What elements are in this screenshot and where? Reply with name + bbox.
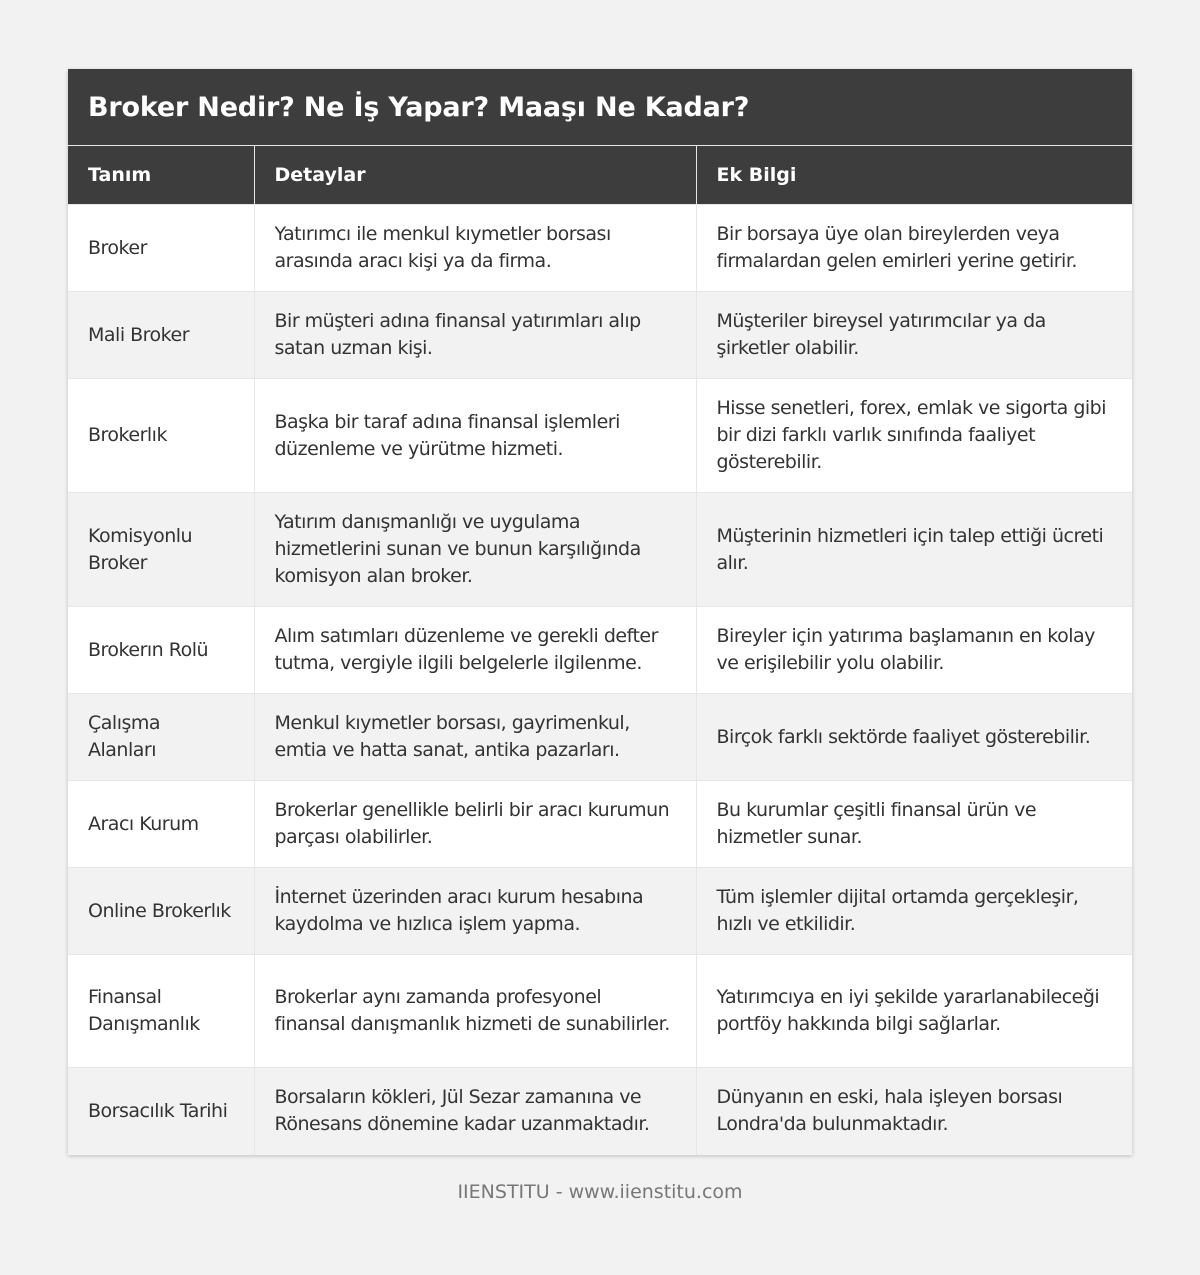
cell-ek-bilgi: Bu kurumlar çeşitli finansal ürün ve hizmetler sunar. [696, 781, 1132, 868]
cell-ek-bilgi: Dünyanın en eski, hala işleyen borsası Londra'da bulunmaktadır. [696, 1068, 1132, 1155]
cell-tanim: Mali Broker [68, 292, 254, 379]
page-title: Broker Nedir? Ne İş Yapar? Maaşı Ne Kadar? [88, 91, 750, 123]
cell-ek-bilgi: Müşteriler bireysel yatırımcılar ya da şirketler olabilir. [696, 292, 1132, 379]
cell-ek-bilgi: Birçok farklı sektörde faaliyet gösterebilir. [696, 694, 1132, 781]
cell-ek-bilgi: Bir borsaya üye olan bireylerden veya firmalardan gelen emirleri yerine getirir. [696, 205, 1132, 292]
table-row [68, 1068, 1132, 1155]
cell-tanim: Aracı Kurum [68, 781, 254, 868]
table-card [68, 69, 1132, 1155]
cell-tanim: Brokerlık [68, 379, 254, 493]
cell-tanim: Brokerın Rolü [68, 607, 254, 694]
table-row [68, 868, 1132, 955]
cell-tanim: Borsacılık Tarihi [68, 1068, 254, 1155]
cell-tanim: Online Brokerlık [68, 868, 254, 955]
column-header-tanim: Tanım [68, 146, 254, 205]
cell-ek-bilgi: Bireyler için yatırıma başlamanın en kolay ve erişilebilir yolu olabilir. [696, 607, 1132, 694]
footer-credit: IIENSTITU - www.iienstitu.com [457, 1181, 743, 1203]
cell-tanim: Komisyonlu Broker [68, 493, 254, 607]
table-row [68, 205, 1132, 292]
cell-detaylar: Alım satımları düzenleme ve gerekli defter tutma, vergiyle ilgili belgelerle ilgilenme. [254, 607, 696, 694]
cell-detaylar: Brokerlar aynı zamanda profesyonel finansal danışmanlık hizmeti de sunabilirler. [254, 955, 696, 1068]
cell-tanim: Broker [68, 205, 254, 292]
cell-detaylar: Bir müşteri adına finansal yatırımları alıp satan uzman kişi. [254, 292, 696, 379]
cell-detaylar: Yatırım danışmanlığı ve uygulama hizmetlerini sunan ve bunun karşılığında komisyon alan broker. [254, 493, 696, 607]
cell-ek-bilgi: Müşterinin hizmetleri için talep ettiği ücreti alır. [696, 493, 1132, 607]
table-row [68, 379, 1132, 493]
cell-detaylar: Yatırımcı ile menkul kıymetler borsası arasında aracı kişi ya da firma. [254, 205, 696, 292]
data-table [68, 145, 1132, 1155]
cell-ek-bilgi: Tüm işlemler dijital ortamda gerçekleşir, hızlı ve etkilidir. [696, 868, 1132, 955]
cell-tanim: Çalışma Alanları [68, 694, 254, 781]
cell-detaylar: Başka bir taraf adına finansal işlemleri düzenleme ve yürütme hizmeti. [254, 379, 696, 493]
cell-ek-bilgi: Yatırımcıya en iyi şekilde yararlanabileceği portföy hakkında bilgi sağlarlar. [696, 955, 1132, 1068]
title-bar [68, 69, 1132, 145]
table-row [68, 694, 1132, 781]
table-row [68, 955, 1132, 1068]
header-row [68, 146, 1132, 205]
table-row [68, 607, 1132, 694]
cell-detaylar: Menkul kıymetler borsası, gayrimenkul, emtia ve hatta sanat, antika pazarları. [254, 694, 696, 781]
column-header-ek-bilgi: Ek Bilgi [696, 146, 1132, 205]
column-header-detaylar: Detaylar [254, 146, 696, 205]
cell-ek-bilgi: Hisse senetleri, forex, emlak ve sigorta gibi bir dizi farklı varlık sınıfında faaliyet gösterebilir. [696, 379, 1132, 493]
table-row [68, 292, 1132, 379]
cell-detaylar: Borsaların kökleri, Jül Sezar zamanına ve Rönesans dönemine kadar uzanmaktadır. [254, 1068, 696, 1155]
cell-detaylar: İnternet üzerinden aracı kurum hesabına kaydolma ve hızlıca işlem yapma. [254, 868, 696, 955]
cell-detaylar: Brokerlar genellikle belirli bir aracı kurumun parçası olabilirler. [254, 781, 696, 868]
cell-tanim: Finansal Danışmanlık [68, 955, 254, 1068]
table-row [68, 781, 1132, 868]
table-row [68, 493, 1132, 607]
